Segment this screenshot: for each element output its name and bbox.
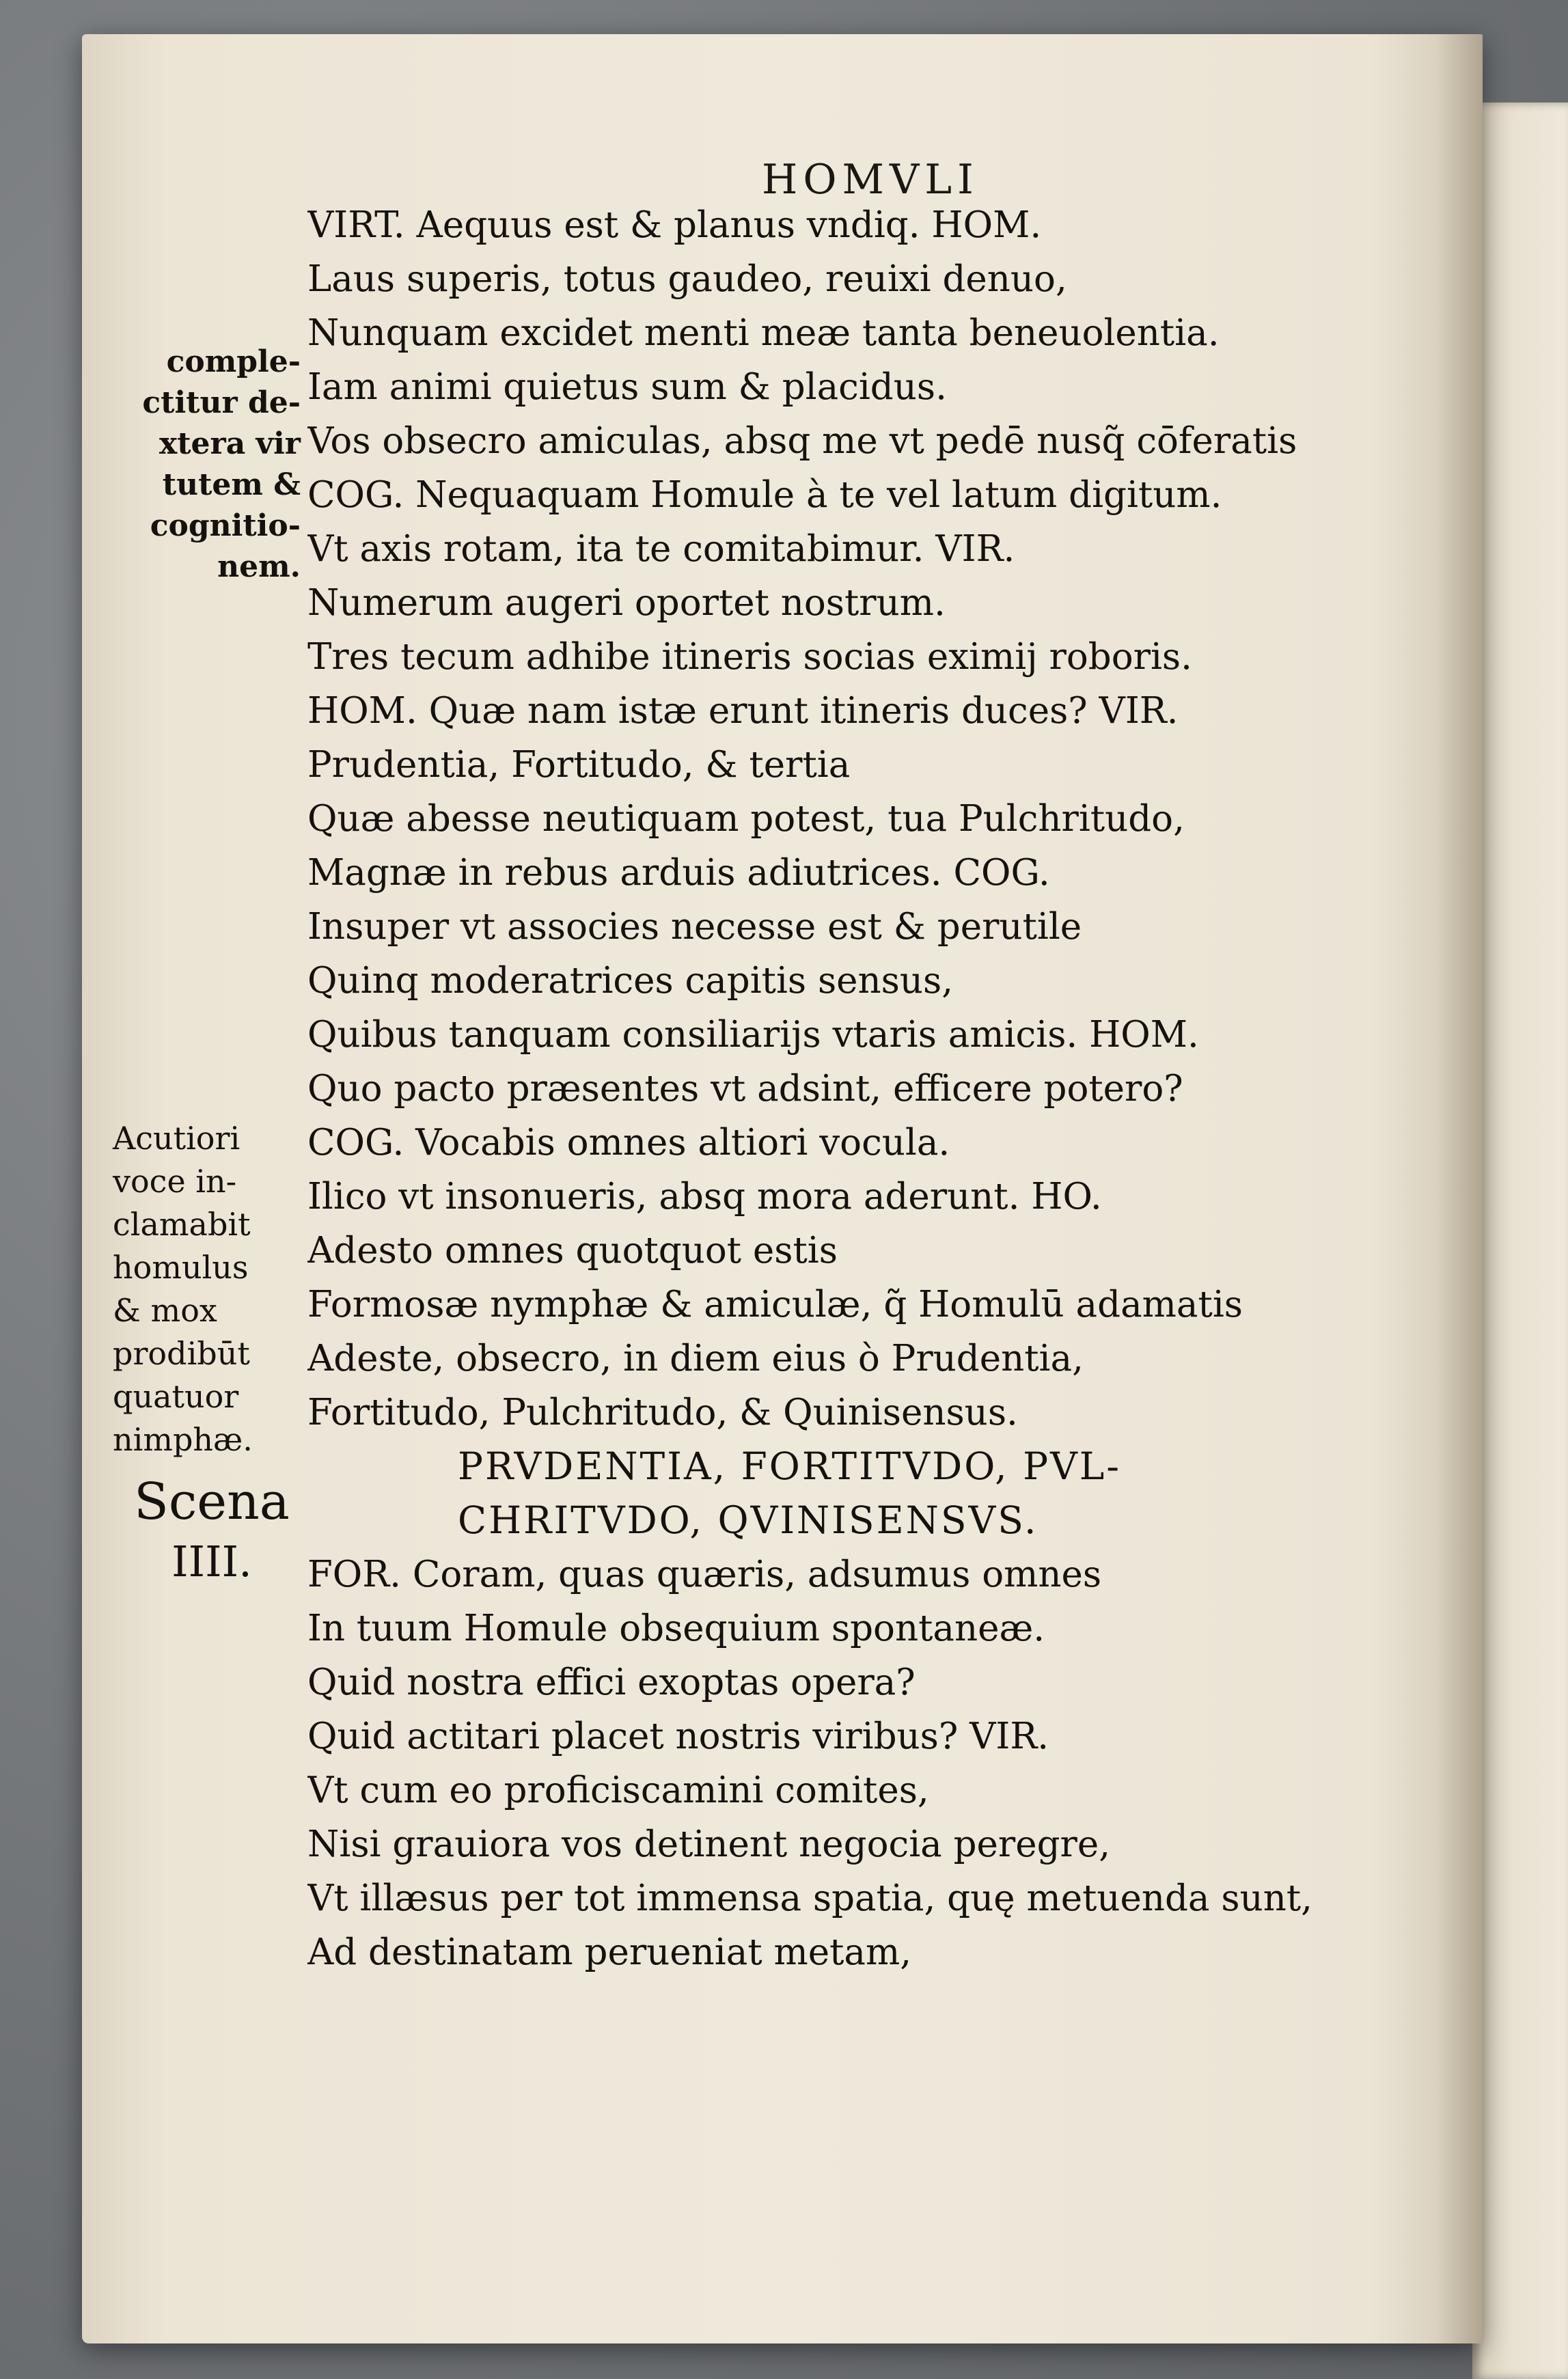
verse-line: Ad destinatam perueniat metam, bbox=[307, 1931, 912, 1973]
verse-line: Iam animi quietus sum & placidus. bbox=[307, 366, 947, 408]
verse-line: Fortitudo, Pulchritudo, & Quinisensus. bbox=[307, 1392, 1018, 1433]
gloss-line: Acutiori bbox=[113, 1120, 240, 1157]
verse-line: Formosæ nymphæ & amiculæ, q̃ Homulū adamatis bbox=[307, 1284, 1243, 1325]
verse-line: Magnæ in rebus arduis adiutrices. COG. bbox=[307, 852, 1050, 894]
verse-line: Quibus tanquam consiliarijs vtaris amicis. HOM. bbox=[307, 1014, 1199, 1056]
verse-text bbox=[307, 198, 1387, 1979]
verse-line: Nisi grauiora vos detinent negocia peregre, bbox=[307, 1824, 1111, 1865]
verse-line: Numerum augeri oportet nostrum. bbox=[307, 582, 946, 624]
verse-line: Adeste, obsecro, in diem eius ò Prudentia, bbox=[307, 1338, 1084, 1379]
verse-line: FOR. Coram, quas quæris, adsumus omnes bbox=[307, 1554, 1102, 1595]
verse-line: Prudentia, Fortitudo, & tertia bbox=[307, 744, 851, 786]
margin-gloss-bottom bbox=[113, 1117, 297, 1461]
verse-line: Vt cum eo proficiscamini comites, bbox=[307, 1770, 929, 1811]
gloss-line: nimphæ. bbox=[113, 1421, 253, 1458]
gloss-line: ctitur de- bbox=[142, 385, 301, 420]
verse-line: VIRT. Aequus est & planus vndiq. HOM. bbox=[307, 204, 1042, 246]
verse-line: Quæ abesse neutiquam potest, tua Pulchritudo, bbox=[307, 798, 1185, 840]
dramatis-personae-line: PRVDENTIA, FORTITVDO, PVL- bbox=[458, 1444, 1121, 1488]
verse-line: Laus superis, totus gaudeo, reuixi denuo, bbox=[307, 258, 1067, 300]
verse-line: COG. Nequaquam Homule à te vel latum digitum. bbox=[307, 474, 1222, 516]
verse-line: Vos obsecro amiculas, absq me vt pedē nusq̃ cōferatis bbox=[307, 420, 1297, 462]
verse-line: Insuper vt associes necesse est & perutile bbox=[307, 906, 1082, 948]
verse-line: Quinq moderatrices capitis sensus, bbox=[307, 960, 954, 1002]
gloss-line: voce in- bbox=[113, 1163, 237, 1200]
verse-line: Adesto omnes quotquot estis bbox=[307, 1230, 838, 1271]
gloss-line: homulus bbox=[113, 1249, 249, 1286]
verse-line: Vt axis rotam, ita te comitabimur. VIR. bbox=[307, 528, 1015, 570]
verse-line: Quid actitari placet nostris viribus? VIR. bbox=[307, 1716, 1049, 1757]
verse-line: Ilico vt insonueris, absq mora aderunt. HO. bbox=[307, 1176, 1102, 1218]
margin-gloss-top bbox=[120, 342, 301, 588]
gloss-line: clamabit bbox=[113, 1206, 251, 1243]
scene-word: Scena bbox=[134, 1472, 290, 1531]
verse-line: In tuum Homule obsequium spontaneæ. bbox=[307, 1608, 1045, 1649]
gloss-line: cognitio- bbox=[150, 508, 301, 543]
gloss-line: nem. bbox=[217, 549, 301, 584]
verse-line: HOM. Quæ nam istæ erunt itineris duces? VIR. bbox=[307, 690, 1179, 732]
scene-number: IIII. bbox=[171, 1537, 252, 1586]
verse-line: Quo pacto præsentes vt adsint, efficere potero? bbox=[307, 1068, 1183, 1110]
verse-line: Nunquam excidet menti meæ tanta beneuolentia. bbox=[307, 312, 1220, 354]
verse-line: COG. Vocabis omnes altiori vocula. bbox=[307, 1122, 950, 1164]
verse-line: Tres tecum adhibe itineris socias eximij roboris. bbox=[307, 636, 1192, 678]
verse-line: Vt illæsus per tot immensa spatia, quę metuenda sunt, bbox=[307, 1878, 1312, 1919]
scene-heading bbox=[123, 1469, 301, 1589]
gloss-line: quatuor bbox=[113, 1378, 239, 1415]
verse-line: Quid nostra effici exoptas opera? bbox=[307, 1662, 916, 1703]
gloss-line: comple- bbox=[166, 344, 301, 379]
gloss-line: prodibūt bbox=[113, 1335, 250, 1372]
running-head: HOMVLI bbox=[762, 156, 979, 204]
gloss-line: tutem & bbox=[162, 467, 301, 502]
dramatis-personae-line: CHRITVDO, QVINISENSVS. bbox=[458, 1498, 1039, 1542]
gloss-line: xtera vir bbox=[159, 426, 301, 461]
gloss-line: & mox bbox=[113, 1292, 217, 1329]
facing-page-edge bbox=[1472, 102, 1568, 2379]
gutter-shadow bbox=[1435, 34, 1483, 2343]
